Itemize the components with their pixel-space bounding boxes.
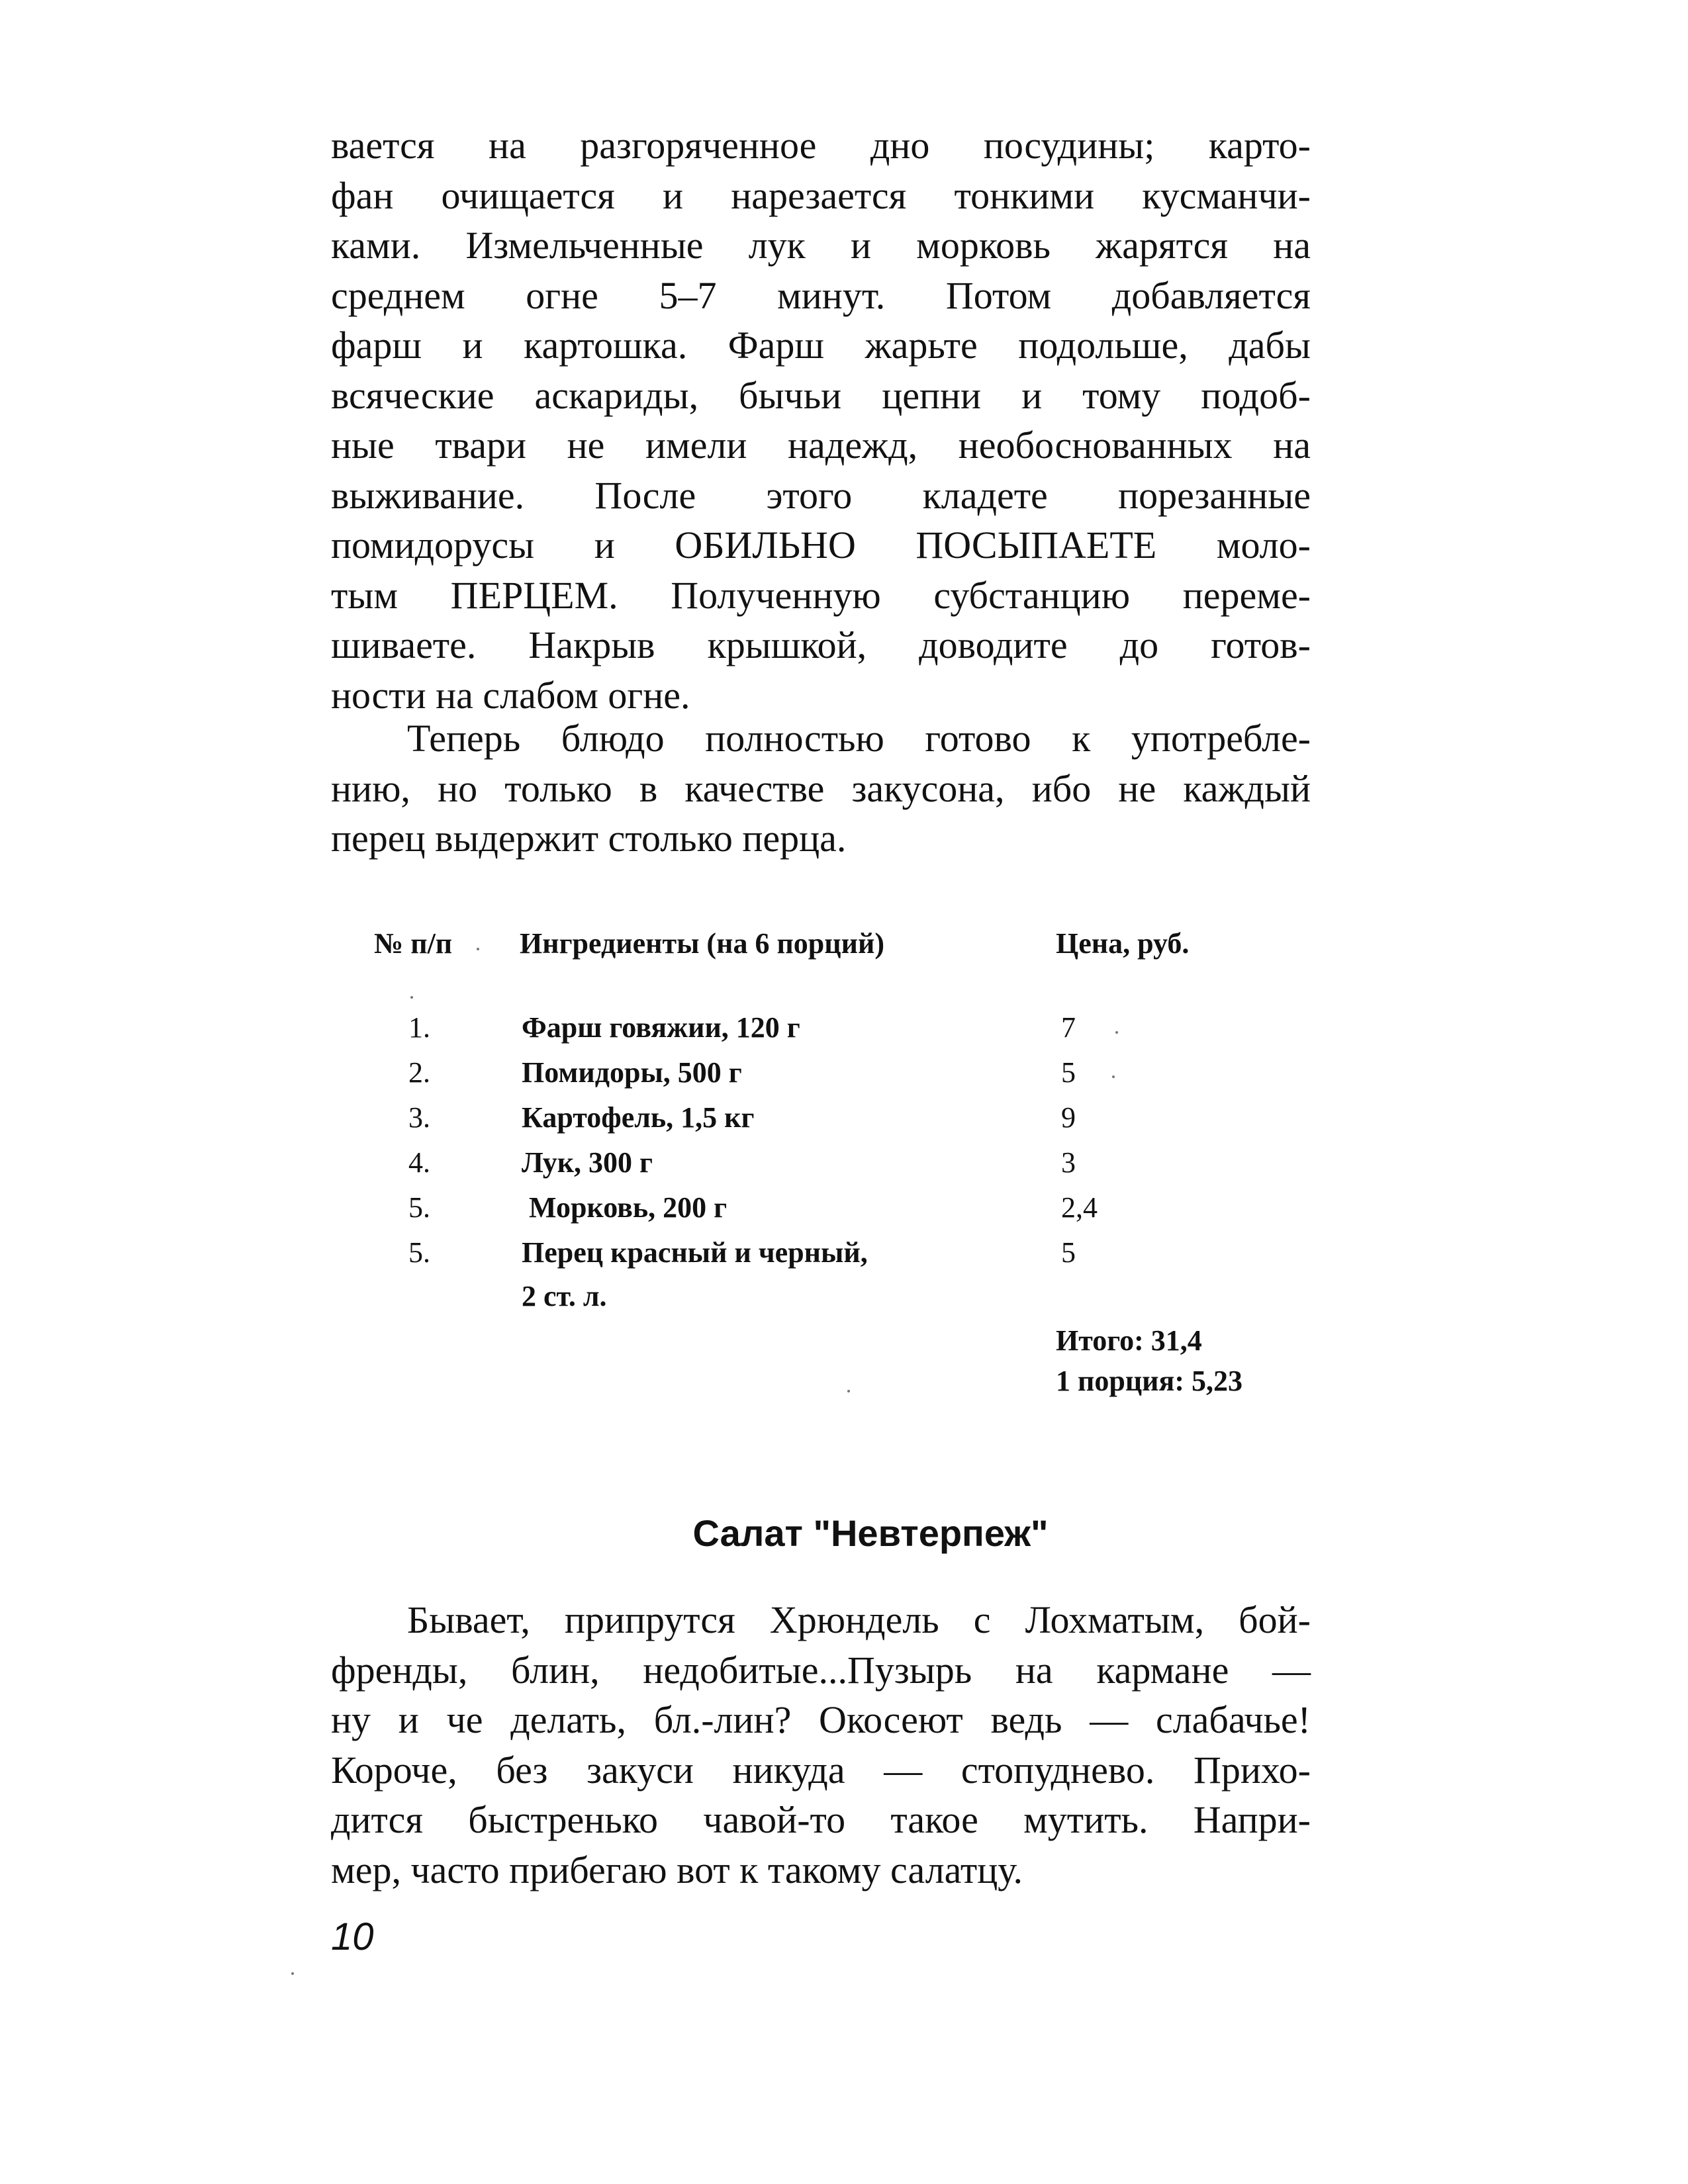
table-row — [0, 1054, 1688, 1099]
section-title: Салат "Невтерпеж" — [692, 1512, 1049, 1554]
table-header-num: № п/п — [374, 927, 453, 960]
text-line: Бывает, припрутся Хрюндель с Лохматым, бой- — [407, 1598, 1311, 1641]
ingredient-name: Лук, 300 г — [522, 1146, 653, 1179]
scan-speck — [477, 948, 479, 950]
scan-speck — [1115, 1031, 1118, 1034]
table-row — [0, 1099, 1688, 1144]
ingredient-price: 2,4 — [1061, 1191, 1098, 1224]
text-line: ности на слабом огне. — [331, 673, 690, 717]
text-line: френды, блин, недобитые...Пузырь на кармане — — [331, 1648, 1311, 1692]
row-number: 5. — [408, 1236, 430, 1269]
text-line: помидорусы и ОБИЛЬНО ПОСЫПАЕТЕ моло- — [331, 523, 1311, 567]
ingredient-name: Помидоры, 500 г — [522, 1056, 742, 1089]
table-row — [0, 1009, 1688, 1054]
text-line: среднем огне 5–7 минут. Потом добавляется — [331, 273, 1311, 317]
table-row — [0, 1234, 1688, 1312]
text-line: ками. Измельченные лук и морковь жарятся на — [331, 224, 1311, 267]
row-number: 5. — [408, 1191, 430, 1224]
paragraph-recipe-steps — [331, 120, 1311, 720]
text-line: мер, часто прибегаю вот к такому салатцу. — [331, 1848, 1023, 1891]
text-line: дится быстренько чавой-то такое мутить. Напри- — [331, 1798, 1311, 1841]
table-per-portion: 1 порция: 5,23 — [1056, 1365, 1243, 1397]
table-row — [0, 1189, 1688, 1234]
ingredient-name-multiline — [522, 1231, 868, 1318]
table-header-price: Цена, руб. — [1056, 927, 1190, 960]
text-line: Теперь блюдо полностью готово к употребле- — [407, 717, 1311, 760]
text-line: перец выдержит столько перца. — [331, 817, 847, 860]
ingredient-name: Фарш говяжии, 120 г — [522, 1011, 800, 1044]
paragraph-salad-intro — [331, 1595, 1311, 1895]
text-line: всяческие аскариды, бычьи цепни и тому подоб- — [331, 373, 1311, 417]
text-line: фарш и картошка. Фарш жарьте подольше, дабы — [331, 324, 1311, 367]
ingredient-price: 5 — [1061, 1056, 1076, 1089]
paragraph-serving-note — [331, 713, 1311, 864]
text-line: тым ПЕРЦЕМ. Полученную субстанцию переме- — [331, 573, 1311, 617]
scan-speck — [1112, 1075, 1115, 1078]
ingredient-price: 7 — [1061, 1011, 1076, 1044]
table-total: Итого: 31,4 — [1056, 1324, 1202, 1357]
scan-speck — [847, 1390, 850, 1392]
text-line: Короче, без закуси никуда — стопуднево. Прихо- — [331, 1748, 1311, 1792]
ingredient-name: Картофель, 1,5 кг — [522, 1101, 755, 1134]
text-line: фан очищается и нарезается тонкими кусманчи- — [331, 173, 1311, 217]
row-number: 2. — [408, 1056, 430, 1089]
ingredient-price: 9 — [1061, 1101, 1076, 1134]
text-line: шиваете. Накрыв крышкой, доводите до готов- — [331, 623, 1311, 666]
ingredient-price: 5 — [1061, 1236, 1076, 1269]
text-line: нию, но только в качестве закусона, ибо не каждый — [331, 766, 1311, 810]
scan-speck — [410, 996, 413, 999]
text-line: выживание. После этого кладете порезанные — [331, 473, 1311, 517]
row-number: 3. — [408, 1101, 430, 1134]
table-header-ingredients: Ингредиенты (на 6 порций) — [520, 927, 884, 960]
table-row — [0, 1144, 1688, 1189]
scan-speck — [291, 1972, 294, 1975]
ingredient-name: Морковь, 200 г — [522, 1191, 727, 1224]
row-number: 4. — [408, 1146, 430, 1179]
page-number: 10 — [331, 1915, 374, 1958]
text-line: вается на разгоряченное дно посудины; карто- — [331, 124, 1311, 167]
text-line: ну и че делать, бл.-лин? Окосеют ведь — слабачье! — [331, 1698, 1311, 1741]
text-line: ные твари не имели надежд, необоснованных на — [331, 424, 1311, 467]
row-number: 1. — [408, 1011, 430, 1044]
ingredient-name-line: 2 ст. л. — [522, 1280, 607, 1312]
ingredient-name-line: Перец красный и черный, — [522, 1236, 868, 1269]
ingredient-price: 3 — [1061, 1146, 1076, 1179]
